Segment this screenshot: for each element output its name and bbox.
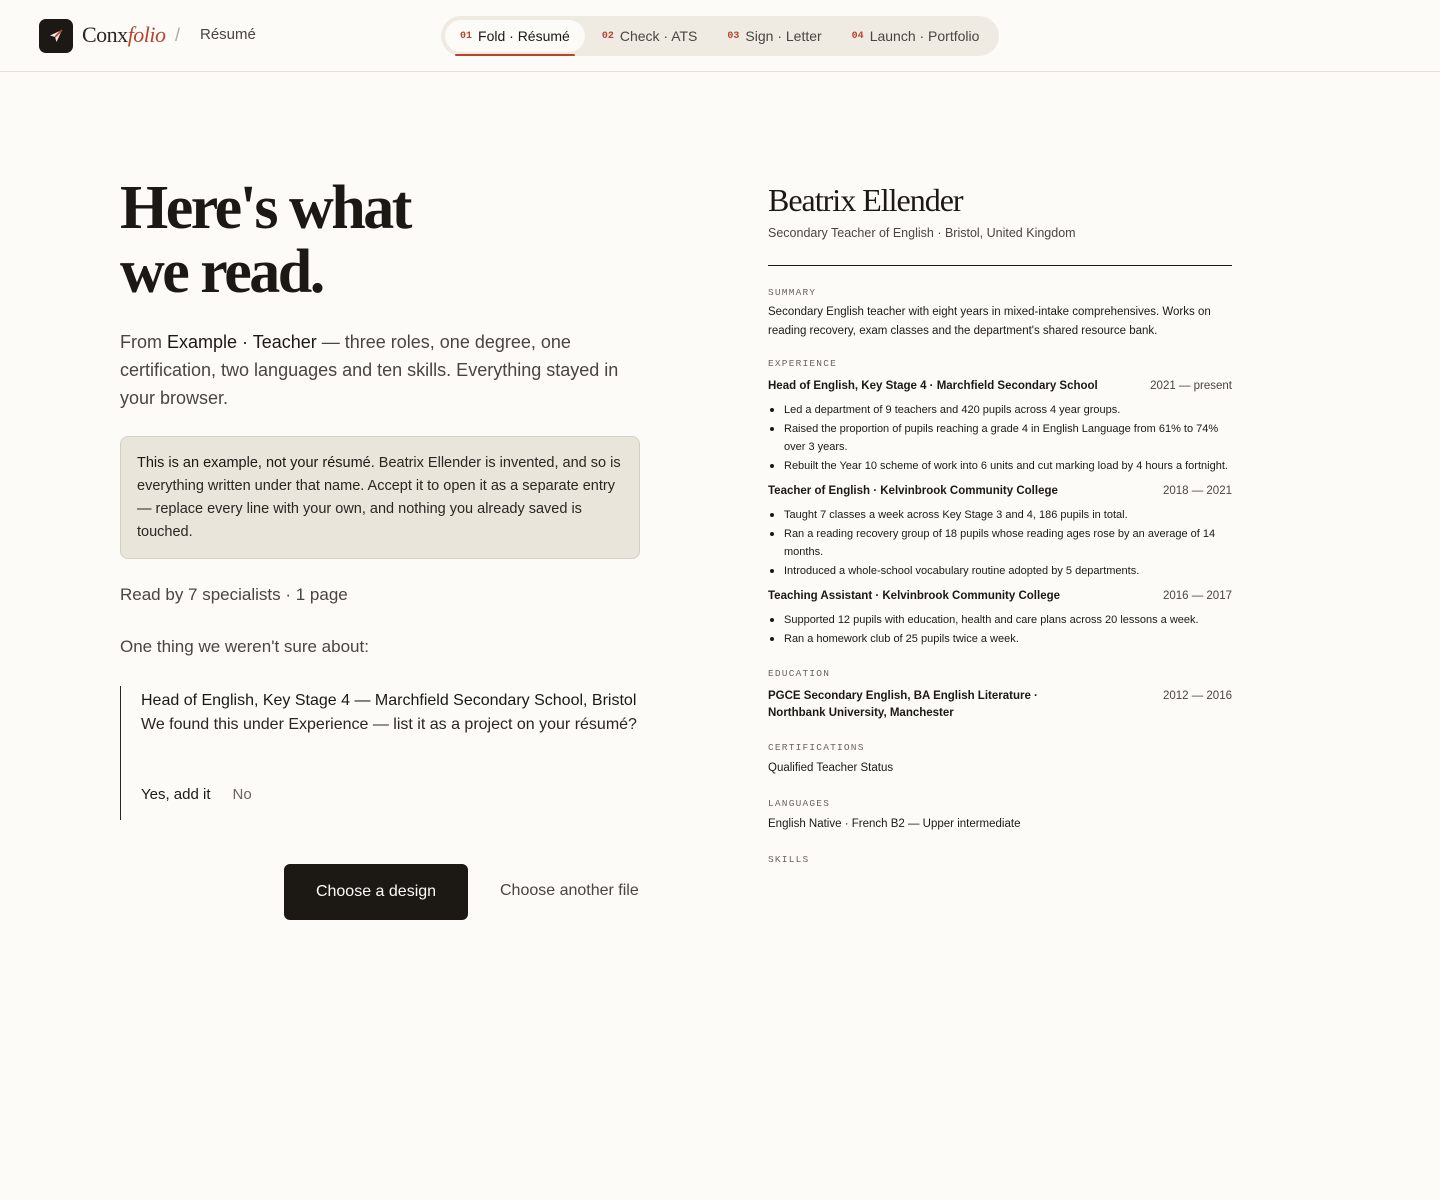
top-bar xyxy=(0,0,1440,72)
tab-sign-letter[interactable] xyxy=(712,20,836,52)
role-bullet: Taught 7 classes a week across Key Stage 3 and 4, 186 pupils in total. xyxy=(768,506,1232,525)
step-label: Sign · Letter xyxy=(745,28,822,44)
skills-heading: SKILLS xyxy=(768,854,810,865)
logo-mark[interactable] xyxy=(39,19,73,53)
experience-entry xyxy=(768,588,1232,648)
role-bullet: Supported 12 pupils with education, health and care plans across 20 lessons a week. xyxy=(768,611,1232,630)
notice-body: Beatrix Ellender is invented, and so is everything written under that name. Accept it to open it as a separate entry — replace every line with your own, and nothing you already saved is touched. xyxy=(137,455,621,540)
brand-part1: Conx xyxy=(82,22,128,47)
breadcrumb-separator: / xyxy=(175,25,181,45)
role-bullet: Ran a homework club of 25 pupils twice a week. xyxy=(768,630,1232,649)
role-bullet: Introduced a whole-school vocabulary routine adopted by 5 departments. xyxy=(768,562,1232,581)
resume-name: Beatrix Ellender xyxy=(768,182,963,218)
page-title-line2: we read. xyxy=(120,238,323,306)
step-number: 01 xyxy=(460,30,473,42)
question-body: We found this under Experience — list it as a project on your résumé? xyxy=(141,716,637,733)
resume-divider xyxy=(768,265,1232,266)
resume-preview xyxy=(768,180,1232,865)
unsure-label: One thing we weren't sure about: xyxy=(120,637,369,656)
example-notice xyxy=(120,436,640,559)
role-title: Teaching Assistant · Kelvinbrook Community College xyxy=(768,590,1061,602)
resume-subtitle: Secondary Teacher of English · Bristol, United Kingdom xyxy=(768,226,1076,240)
role-header xyxy=(768,378,1232,395)
role-bullet: Led a department of 9 teachers and 420 pupils across 4 year groups. xyxy=(768,401,1232,420)
experience-heading: EXPERIENCE xyxy=(768,358,838,369)
intro-lead xyxy=(120,328,640,412)
education-dates: 2012 — 2016 xyxy=(1162,690,1232,702)
languages-heading: LANGUAGES xyxy=(768,798,831,809)
yes-add-button[interactable]: Yes, add it xyxy=(141,786,211,803)
step-number: 02 xyxy=(601,30,614,42)
role-title: Head of English, Key Stage 4 · Marchfield Secondary School xyxy=(768,380,1098,392)
question-actions xyxy=(141,786,252,803)
page-title xyxy=(120,176,540,304)
education-title: PGCE Secondary English, BA English Literature · Northbank University, Manchester xyxy=(768,690,1038,719)
lead-source: Example · Teacher xyxy=(167,332,317,352)
certification-item: Qualified Teacher Status xyxy=(768,762,894,774)
role-dates: 2021 — present xyxy=(1150,380,1232,392)
brand-part2: folio xyxy=(127,22,166,47)
step-number: 04 xyxy=(851,30,864,42)
no-button[interactable]: No xyxy=(232,786,252,803)
certifications-heading: CERTIFICATIONS xyxy=(768,742,865,753)
tab-check-ats[interactable] xyxy=(587,20,713,52)
step-label: Fold · Résumé xyxy=(478,28,570,44)
lead-rest: — three roles, one degree, one certification, two languages and ten skills. Everything stayed in your browser. xyxy=(120,332,619,408)
role-dates: 2016 — 2017 xyxy=(1162,590,1232,602)
role-bullets xyxy=(768,401,1232,475)
notice-strong: This is an example, not your résumé. xyxy=(137,455,375,471)
step-tabs xyxy=(441,16,999,56)
tab-launch-portfolio[interactable] xyxy=(837,20,995,52)
summary-heading: SUMMARY xyxy=(768,287,817,298)
role-title: Teacher of English · Kelvinbrook Community College xyxy=(768,485,1058,497)
lead-from: From xyxy=(120,332,167,352)
breadcrumb-current: Résumé xyxy=(200,26,256,43)
uncertain-item-question xyxy=(120,686,640,820)
experience-entry xyxy=(768,378,1232,475)
tab-fold-resume[interactable] xyxy=(445,20,585,52)
role-dates: 2018 — 2021 xyxy=(1162,485,1232,497)
brand-wordmark[interactable] xyxy=(82,21,166,49)
question-title: Head of English, Key Stage 4 — Marchfield Secondary School, Bristol xyxy=(141,692,637,709)
role-header xyxy=(768,588,1232,605)
choose-another-file-link[interactable]: Choose another file xyxy=(500,882,639,899)
role-header xyxy=(768,483,1232,500)
education-entry xyxy=(768,688,1232,722)
role-bullets xyxy=(768,506,1232,580)
role-bullet: Rebuilt the Year 10 scheme of work into 6 units and cut marking load by 4 hours a fortnight. xyxy=(768,457,1232,476)
step-label: Launch · Portfolio xyxy=(869,28,980,44)
role-bullet: Ran a reading recovery group of 18 pupils whose reading ages rose by an average of 14 months. xyxy=(768,525,1232,562)
choose-design-button[interactable]: Choose a design xyxy=(284,864,468,920)
role-bullet: Raised the proportion of pupils reaching a grade 4 in English Language from 61% to 74% over 3 years. xyxy=(768,420,1232,457)
paper-plane-icon xyxy=(47,27,65,45)
education-heading: EDUCATION xyxy=(768,668,831,679)
role-bullets xyxy=(768,611,1232,648)
summary-text: Secondary English teacher with eight years in mixed-intake comprehensives. Works on reading recovery, exam classes and the department's shared resource bank. xyxy=(768,306,1211,337)
languages-item: English Native · French B2 — Upper intermediate xyxy=(768,818,1021,830)
page-title-line1: Here's what xyxy=(120,174,410,242)
step-label: Check · ATS xyxy=(619,28,698,44)
step-number: 03 xyxy=(727,30,740,42)
read-by-summary: Read by 7 specialists · 1 page xyxy=(120,585,348,604)
experience-entry xyxy=(768,483,1232,580)
